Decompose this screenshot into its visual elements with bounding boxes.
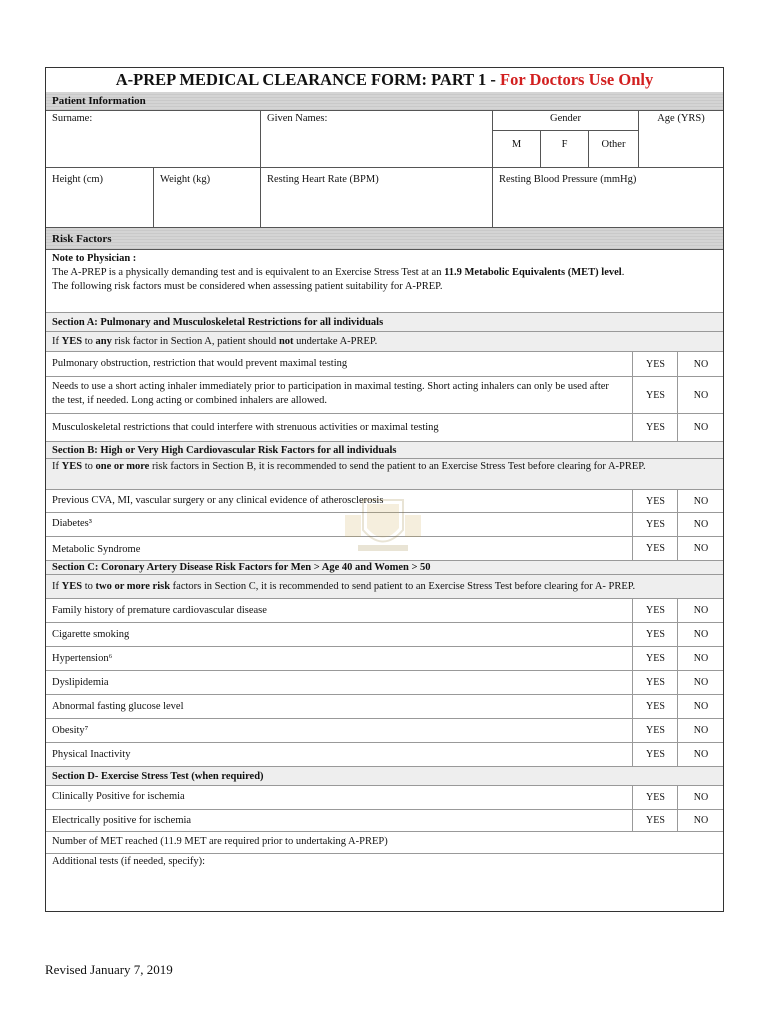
risk-factor-label: Musculoskeletal restrictions that could interfere with strenuous activities or maximal testing: [52, 422, 439, 433]
age-field[interactable]: Age (YRS): [638, 111, 723, 168]
risk-factor-label: Physical Inactivity: [52, 749, 131, 760]
met-reached-field[interactable]: Number of MET reached (11.9 MET are required prior to undertaking A-PREP): [46, 832, 723, 854]
risk-factor-label: Pulmonary obstruction, restriction that would prevent maximal testing: [52, 358, 348, 369]
risk-factor-label: Diabetes³: [52, 518, 92, 529]
note-line-1: The A-PREP is a physically demanding test and is equivalent to an Exercise Stress Test at an 11.9 Metabolic Equivalents (MET) level.: [52, 267, 625, 278]
gender-label: Gender: [492, 111, 638, 131]
no-checkbox[interactable]: NO: [677, 671, 724, 694]
no-checkbox[interactable]: NO: [677, 513, 724, 536]
no-checkbox[interactable]: NO: [677, 377, 724, 413]
no-checkbox[interactable]: NO: [677, 352, 724, 376]
section-c-title: Section C: Coronary Artery Disease Risk Factors for Men > Age 40 and Women > 50: [46, 561, 723, 575]
patient-vitals-row: [46, 168, 723, 228]
section-c-row: [46, 647, 723, 671]
risk-factor-label: Obesity⁷: [52, 725, 89, 736]
risk-factor-label: Dyslipidemia: [52, 677, 109, 688]
risk-factor-label: Cigarette smoking: [52, 629, 130, 640]
section-a-instructions: If YES to any risk factor in Section A, patient should not undertake A-PREP.: [46, 332, 723, 352]
revision-date: Revised January 7, 2019: [45, 962, 173, 977]
no-checkbox[interactable]: NO: [677, 537, 724, 560]
risk-factor-label: Abnormal fasting glucose level: [52, 701, 184, 712]
no-checkbox[interactable]: NO: [677, 599, 724, 622]
section-c-row: [46, 743, 723, 767]
medical-clearance-form: [45, 67, 724, 912]
no-checkbox[interactable]: NO: [677, 719, 724, 742]
test-result-label: Electrically positive for ischemia: [52, 815, 192, 826]
section-c-row: [46, 719, 723, 743]
yes-checkbox[interactable]: YES: [632, 647, 678, 670]
yes-checkbox[interactable]: YES: [632, 599, 678, 622]
no-checkbox[interactable]: NO: [677, 623, 724, 646]
yes-checkbox[interactable]: YES: [632, 537, 678, 560]
surname-field[interactable]: Surname:: [52, 113, 93, 124]
resting-heart-rate-field[interactable]: Resting Heart Rate (BPM): [260, 168, 492, 228]
yes-checkbox[interactable]: YES: [632, 377, 678, 413]
yes-checkbox[interactable]: YES: [632, 695, 678, 718]
section-b-instructions: If YES to one or more risk factors in Section B, it is recommended to send the patient to an Exercise Stress Test before clearing for A-PREP.: [46, 459, 723, 490]
yes-checkbox[interactable]: YES: [632, 719, 678, 742]
section-c-instructions: If YES to two or more risk factors in Section C, it is recommended to send patient to an Exercise Stress Test before clearing for A- PREP.: [46, 575, 723, 599]
no-checkbox[interactable]: NO: [677, 414, 724, 441]
section-a-row: [46, 352, 723, 377]
note-to-physician: [46, 250, 723, 313]
risk-factor-label: Needs to use a short acting inhaler immediately prior to participation in maximal testing. Short acting inhalers can only be used after the test, if needed. Long acting or combined inhalers are allowed.: [52, 381, 609, 406]
additional-tests-field[interactable]: Additional tests (if needed, specify):: [52, 856, 206, 867]
note-line-2: The following risk factors must be considered when assessing patient suitability for A-PREP.: [52, 281, 443, 292]
form-title: A-PREP MEDICAL CLEARANCE FORM: PART 1 - For Doctors Use Only: [46, 68, 723, 93]
section-a-row: [46, 414, 723, 442]
section-d-title: Section D- Exercise Stress Test (when required): [46, 767, 723, 786]
section-b-title: Section B: High or Very High Cardiovascular Risk Factors for all individuals: [46, 442, 723, 459]
patient-information-header: Patient Information: [46, 92, 723, 111]
no-checkbox[interactable]: NO: [677, 695, 724, 718]
weight-field[interactable]: Weight (kg): [153, 168, 260, 228]
doctors-use-only-label: For Doctors Use Only: [500, 70, 654, 89]
note-title: Note to Physician :: [52, 253, 137, 264]
section-a-row: [46, 377, 723, 414]
no-checkbox[interactable]: NO: [677, 743, 724, 766]
risk-factor-label: Metabolic Syndrome: [52, 544, 141, 555]
yes-checkbox[interactable]: YES: [632, 810, 678, 831]
height-field[interactable]: Height (cm): [52, 174, 104, 185]
yes-checkbox[interactable]: YES: [632, 513, 678, 536]
risk-factor-label: Hypertension⁶: [52, 653, 113, 664]
yes-checkbox[interactable]: YES: [632, 414, 678, 441]
yes-checkbox[interactable]: YES: [632, 352, 678, 376]
section-c-row: [46, 623, 723, 647]
section-d-row: [46, 786, 723, 810]
section-a-title: Section A: Pulmonary and Musculoskeletal Restrictions for all individuals: [46, 313, 723, 332]
test-result-label: Clinically Positive for ischemia: [52, 791, 185, 802]
section-c-row: [46, 599, 723, 623]
gender-m-option[interactable]: M: [492, 131, 540, 168]
section-c-row: [46, 671, 723, 695]
resting-blood-pressure-field[interactable]: Resting Blood Pressure (mmHg): [492, 168, 723, 228]
no-checkbox[interactable]: NO: [677, 490, 724, 512]
gender-other-option[interactable]: Other: [588, 131, 638, 168]
no-checkbox[interactable]: NO: [677, 810, 724, 831]
section-d-row: [46, 810, 723, 832]
given-names-field[interactable]: Given Names:: [260, 111, 492, 168]
yes-checkbox[interactable]: YES: [632, 623, 678, 646]
yes-checkbox[interactable]: YES: [632, 743, 678, 766]
section-c-row: [46, 695, 723, 719]
no-checkbox[interactable]: NO: [677, 786, 724, 809]
risk-factor-label: Family history of premature cardiovascular disease: [52, 605, 267, 616]
patient-name-row: [46, 111, 723, 168]
risk-factors-header: Risk Factors: [46, 228, 723, 250]
no-checkbox[interactable]: NO: [677, 647, 724, 670]
yes-checkbox[interactable]: YES: [632, 786, 678, 809]
gender-f-option[interactable]: F: [540, 131, 588, 168]
yes-checkbox[interactable]: YES: [632, 671, 678, 694]
crest-watermark-icon: [333, 495, 433, 555]
risk-factor-label: Previous CVA, MI, vascular surgery or any clinical evidence of atherosclerosis: [52, 495, 384, 506]
yes-checkbox[interactable]: YES: [632, 490, 678, 512]
